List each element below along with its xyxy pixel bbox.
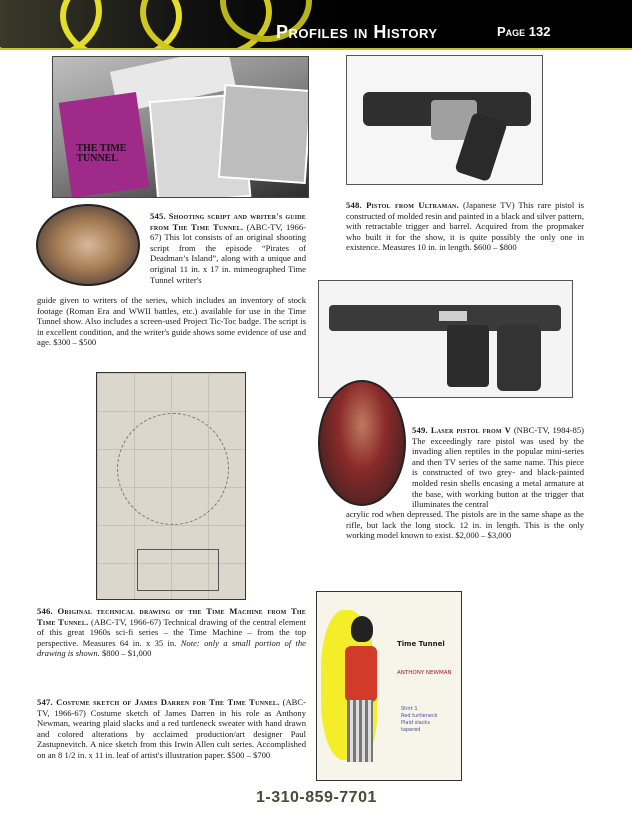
shooting-script-photo [52, 56, 309, 198]
script-cover-image [59, 92, 150, 198]
lot-548-heading: 548. Pistol from Ultraman. [346, 200, 459, 210]
lot-549-heading: 549. Laser pistol from V [412, 425, 512, 435]
lot-547-text: (ABC-TV, 1966-67) Costume sketch of James Darren in his role as Anthony Newman, wearing plaid slacks and a red turtleneck sweater with hand drawn and colored alterations by acclaimed production/art designer Paul Zastupnevitch. A nice sketch from this Irwin Allen cult series. Accomplished on an 8 1/2 in. x 11 in. leaf of artist's illustration paper. $500 – $700 [37, 697, 306, 760]
drawing-title-block [137, 549, 219, 591]
header-title: Profiles in History [276, 22, 438, 42]
laser-stock [447, 325, 489, 387]
sketch-figure-sweater [345, 646, 377, 702]
sketch-note: tapered [401, 727, 421, 733]
lot-546-text: (ABC-TV, 1966-67) Technical drawing of the central element of this great 1960s sci-fi series – the Time Machine – from the top perspective. Measures 64 in. x 35 in. [37, 616, 307, 648]
laser-rod [439, 311, 467, 321]
lot-547-heading: 547. Costume sketch of James Darren for The Time Tunnel. [37, 697, 280, 707]
lot-546-note: Note: only a small portion of the drawing is shown. [37, 637, 306, 659]
sketch-character-name: ANTHONY NEWMAN [397, 670, 452, 676]
lot-547-description [37, 697, 306, 761]
lot-546-price: $800 – $1,000 [101, 648, 152, 659]
sketch-notes [401, 706, 438, 734]
lot-549-text-cont: acrylic rod when depressed. The pistols are in the same shape as the rifle, but lack the long stock. 12 in. in length. This is the only working model known to exist. $2,000 – $3,000 [346, 509, 584, 541]
cast-oval-photo [36, 204, 140, 286]
sketch-figure-slacks [347, 700, 373, 762]
lot-546-heading: 546. Original technical drawing of the Time Machine from The Time Tunnel. [37, 606, 306, 627]
header-divider [0, 48, 632, 50]
lot-548-description [346, 200, 584, 253]
page-number: Page 132 [497, 24, 551, 39]
script-cover-title: THE TIME TUNNEL [76, 143, 127, 165]
laser-grip [497, 325, 541, 391]
lot-549-description-cont [346, 509, 584, 541]
drawing-arc [117, 413, 229, 525]
sketch-figure-head [351, 616, 373, 642]
sketch-title: Time Tunnel [397, 640, 445, 648]
costume-sketch-photo [316, 591, 462, 781]
lot-545-heading: 545. Shooting script and writer's guide from The Time Tunnel. [150, 211, 306, 232]
sketch-note: Shirt 1 [401, 706, 418, 712]
cast-still-image [218, 84, 309, 184]
lot-546-description [37, 606, 306, 659]
sketch-note: Plaid slacks [401, 720, 430, 726]
ultraman-pistol-photo [346, 55, 543, 185]
lot-549-text: (NBC-TV, 1984-85) The exceedingly rare pistol was used by the invading alien reptiles in the popular mini-series and then TV series of the same name. This piece is constructed of two grey- and black-painted molded resin shells encasing a metal armature at the base, with working button at the trigger that illuminates the central [412, 425, 584, 510]
lot-545-text-cont: guide given to writers of the series, which includes an inventory of stock footage (Roman Era and WWII battles, etc.) available for use in the Time Tunnel show. Also includes a screen-used Project Tic-Toc badge. The script is in excellent condition, and the writer's guide shows some evidence of use and age. $300 – $500 [37, 295, 306, 348]
lot-548-text: (Japanese TV) This rare pistol is constructed of molded resin and painted in a black and silver pattern, with retractable trigger and barrel. Acquired from the propmaker who built it for the show, it is quite possibly the only one in existence. Measures 10 in. in length. $600 – $800 [346, 200, 584, 253]
page-header [0, 0, 632, 48]
lot-545-description-cont [37, 295, 306, 348]
footer-phone: 1-310-859-7701 [256, 789, 377, 806]
technical-drawing-photo [96, 372, 246, 600]
actress-oval-photo [318, 380, 406, 506]
lot-545-text: (ABC-TV, 1966-67) This lot consists of an original shooting script from the episode “Pirates of Deadman’s Island”, along with a unique and original 11 in. x 17 in. mimeographed Time Tunnel writer's [150, 221, 307, 285]
lot-549-description [412, 425, 584, 510]
lot-545-description [150, 211, 306, 285]
sketch-note: Red turtleneck [401, 713, 438, 719]
